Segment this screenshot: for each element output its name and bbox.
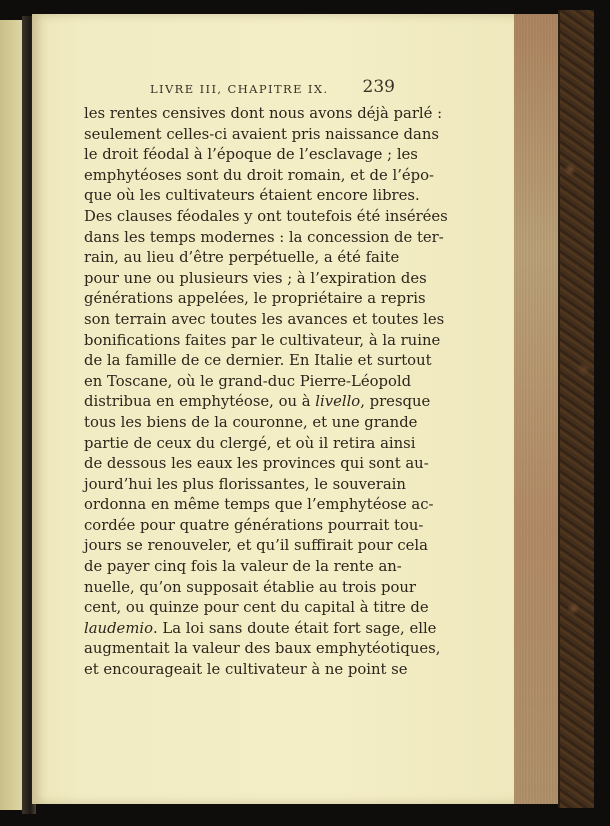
text-segment: de payer cinq fois la valeur de la rente an- (84, 558, 402, 576)
italic-term: livello (315, 393, 361, 411)
text-line (84, 351, 432, 372)
text-segment: seulement celles-ci avaient pris naissance dans (84, 125, 439, 143)
text-segment: de la famille de ce dernier. En Italie et surtout (84, 352, 432, 370)
text-segment: jourd’hui les plus florissantes, le souverain (84, 475, 406, 493)
text-line (84, 619, 437, 640)
text-line (84, 145, 418, 166)
text-line (84, 166, 435, 187)
text-line (84, 310, 445, 331)
body-text (84, 104, 448, 681)
text-line (84, 269, 427, 290)
text-line (84, 578, 416, 599)
text-segment: son terrain avec toutes les avances et toutes les (84, 310, 445, 328)
text-segment: augmentait la valeur des baux emphytéotiques, (84, 640, 441, 658)
text-line (84, 454, 429, 475)
marbled-cover (558, 10, 594, 808)
page-block-edge (514, 14, 560, 804)
text-segment: ordonna en même temps que l’emphytéose ac- (84, 496, 434, 514)
text-segment: . La loi sans doute était fort sage, elle (153, 619, 437, 637)
text-segment: rain, au lieu d’être perpétuelle, a été faite (84, 249, 400, 267)
text-line (84, 495, 434, 516)
text-segment: Des clauses féodales y ont toutefois été insérées (84, 207, 448, 225)
text-line (84, 413, 418, 434)
text-segment: cordée pour quatre générations pourrait tou- (84, 516, 424, 534)
text-line (84, 104, 443, 125)
text-segment: nuelle, qu’on supposait établie au trois pour (84, 578, 416, 596)
text-segment: emphytéoses sont du droit romain, et de l’épo- (84, 166, 435, 184)
text-segment: , presque (360, 393, 431, 411)
text-line (84, 125, 439, 146)
italic-term: laudemio (84, 619, 153, 637)
text-segment: bonifications faites par le cultivateur, à la ruine (84, 331, 441, 349)
text-line (84, 598, 429, 619)
text-line (84, 392, 431, 413)
text-segment: les rentes censives dont nous avons déjà parlé : (84, 105, 443, 122)
text-segment: de dessous les eaux les provinces qui sont au- (84, 455, 429, 473)
text-segment: et encourageait le cultivateur à ne point se (84, 661, 408, 679)
text-line (84, 289, 426, 310)
text-line (84, 536, 428, 557)
text-segment: dans les temps modernes : la concession de ter- (84, 228, 444, 246)
page-number: 239 (362, 77, 395, 97)
text-line (84, 516, 424, 537)
text-line (84, 372, 412, 393)
text-line (84, 186, 420, 207)
text-line (84, 228, 444, 249)
text-line (84, 434, 416, 455)
text-segment: cent, ou quinze pour cent du capital à titre de (84, 599, 429, 617)
text-segment: pour une ou plusieurs vies ; à l’expiration des (84, 269, 427, 287)
text-line (84, 660, 408, 681)
text-segment: générations appelées, le propriétaire a repris (84, 290, 426, 308)
text-line (84, 557, 402, 578)
text-line (84, 475, 406, 496)
text-segment: le droit féodal à l’époque de l’esclavage ; les (84, 146, 418, 164)
text-segment: tous les biens de la couronne, et une grande (84, 413, 418, 431)
text-segment: en Toscane, où le grand-duc Pierre-Léopold (84, 372, 412, 390)
running-title: LIVRE III, CHAPITRE IX. (150, 82, 329, 96)
text-segment: jours se renouveler, et qu’il suffirait pour cela (84, 537, 428, 555)
text-line (84, 331, 441, 352)
text-line (84, 207, 448, 228)
text-line (84, 639, 441, 660)
running-header (150, 77, 395, 101)
text-segment: partie de ceux du clergé, et où il retira ainsi (84, 434, 416, 452)
text-line (84, 248, 400, 269)
text-segment: distribua en emphytéose, ou à (84, 393, 316, 411)
text-segment: que où les cultivateurs étaient encore libres. (84, 187, 420, 205)
